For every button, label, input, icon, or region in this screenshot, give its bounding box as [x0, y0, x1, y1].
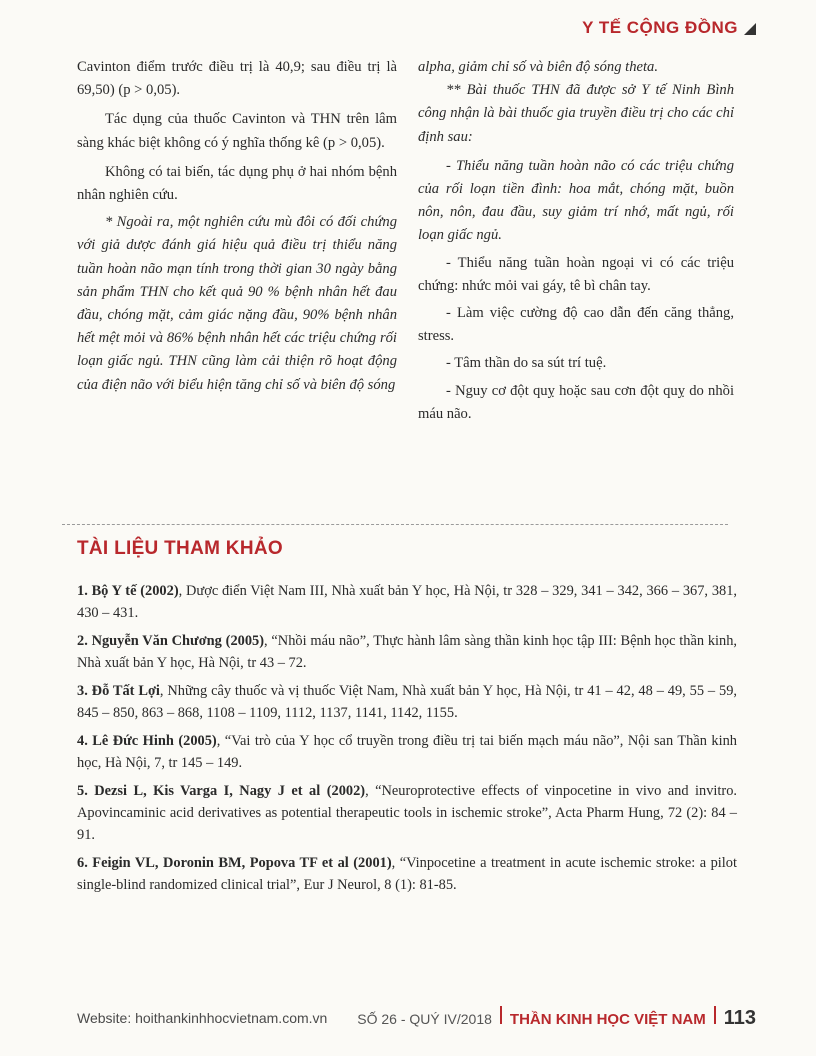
- right-paragraph-6: - Tâm thần do sa sút trí tuệ.: [446, 355, 607, 372]
- reference-author: 2. Nguyễn Văn Chương (2005): [77, 633, 265, 649]
- footer-journal-info: [357, 1006, 756, 1030]
- reference-author: 5. Dezsi L, Kis Varga I, Nagy J et al (2002): [77, 783, 366, 799]
- reference-author: 1. Bộ Y tế (2002): [77, 583, 179, 599]
- reference-text: , “Vai trò của Y học cổ truyền trong điều trị tai biến mạch máu não”, Nội san Thần kinh học, Hà Nội, 7, tr 145 – 149.: [77, 733, 738, 771]
- reference-author: 6. Feigin VL, Doronin BM, Popova TF et al (2001): [77, 855, 392, 871]
- triangle-icon: [744, 23, 756, 35]
- reference-item: [77, 852, 737, 896]
- right-column: [418, 56, 734, 426]
- reference-author: 4. Lê Đức Hinh (2005): [77, 733, 217, 749]
- left-paragraph-4: * Ngoài ra, một nghiên cứu mù đôi có đối chứng với giả dược đánh giá hiệu quả điều trị thiểu năng tuần hoàn não mạn tính trong thời gian 30 ngày bằng sản phẩm THN cho kết quả 90 % bệnh nhân hết đau đầu, chóng mặt, cảm giác nặng đầu, 90% bệnh nhân hết mệt mỏi và 86% bệnh nhân hết các triệu chứng rối loạn giấc ngủ. THN cũng làm cải thiện rõ hoạt động của điện não với biểu hiện tăng chỉ số và biên độ sóng: [77, 214, 397, 393]
- section-divider: [62, 524, 728, 525]
- footer-journal-name: THẦN KINH HỌC VIỆT NAM: [509, 1011, 706, 1028]
- reference-text: , “Nhồi máu não”, Thực hành lâm sàng thần kinh học tập III: Bệnh học thần kinh, Nhà xuất bản Y học, Hà Nội, tr 43 – 72.: [77, 633, 737, 671]
- right-paragraph-4: - Thiểu năng tuần hoàn ngoại vi có các triệu chứng: nhức mỏi vai gáy, tê bì chân tay.: [418, 254, 734, 294]
- section-title: Y TẾ CỘNG ĐỒNG: [582, 18, 738, 37]
- right-paragraph-7: - Nguy cơ đột quỵ hoặc sau cơn đột quỵ do nhồi máu não.: [418, 382, 734, 422]
- reference-text: , Dược điển Việt Nam III, Nhà xuất bản Y học, Hà Nội, tr 328 – 329, 341 – 342, 366 – 367, 381, 430 – 431.: [77, 583, 737, 621]
- reference-item: [77, 730, 737, 774]
- reference-item: [77, 780, 737, 846]
- page-number: 113: [723, 1007, 756, 1029]
- reference-text: , Những cây thuốc và vị thuốc Việt Nam, Nhà xuất bản Y học, Hà Nội, tr 41 – 42, 48 – 49, 55 – 59, 845 – 850, 863 – 868, 1108 – 1109, 1112, 1137, 1141, 1142, 1155.: [77, 683, 737, 721]
- right-paragraph-2: ** Bài thuốc THN đã được sở Y tế Ninh Bình công nhận là bài thuốc gia truyền điều trị cho các chỉ định sau:: [418, 82, 734, 145]
- reference-text: , “Vinpocetine a treatment in acute ischemic stroke: a pilot single-blind randomized clinical trial”, Eur J Neurol, 8 (1): 81-85.: [77, 855, 737, 893]
- right-paragraph-3: - Thiểu năng tuần hoàn não có các triệu chứng của rối loạn tiền đình: hoa mắt, chóng mặt, buồn nôn, nôn, đau đầu, suy giảm trí nhớ, mất ngủ, rối loạn giấc ngủ.: [418, 157, 734, 244]
- left-paragraph-1: Cavinton điểm trước điều trị là 40,9; sau điều trị là 69,50) (p > 0,05).: [77, 59, 397, 99]
- references-title: TÀI LIỆU THAM KHẢO: [77, 538, 283, 559]
- right-paragraph-1: alpha, giảm chỉ số và biên độ sóng theta.: [418, 59, 658, 75]
- references-list: [77, 580, 737, 902]
- footer-separator: [500, 1006, 502, 1024]
- reference-item: [77, 680, 737, 724]
- left-paragraph-2: Tác dụng của thuốc Cavinton và THN trên lâm sàng khác biệt không có ý nghĩa thống kê (p > 0,05).: [77, 111, 397, 151]
- left-paragraph-3: Không có tai biến, tác dụng phụ ở hai nhóm bệnh nhân nghiên cứu.: [77, 163, 397, 204]
- reference-item: [77, 630, 737, 674]
- footer-separator: [714, 1006, 716, 1024]
- right-paragraph-5: - Làm việc cường độ cao dẫn đến căng thẳng, stress.: [418, 305, 734, 345]
- section-header: [582, 18, 756, 38]
- left-column: [77, 56, 397, 397]
- reference-item: [77, 580, 737, 624]
- reference-author: 3. Đỗ Tất Lợi: [77, 683, 160, 699]
- footer-website: Website: hoithankinhhocvietnam.com.vn: [77, 1010, 328, 1026]
- reference-text: , “Neuroprotective effects of vinpocetine in vivo and invitro. Apovincaminic acid derivatives as potential therapeutic tools in ischemic stroke”, Acta Pharm Hung, 72 (2): 84 – 91.: [77, 783, 737, 843]
- footer-issue: SỐ 26 - QUÝ IV/2018: [357, 1011, 492, 1027]
